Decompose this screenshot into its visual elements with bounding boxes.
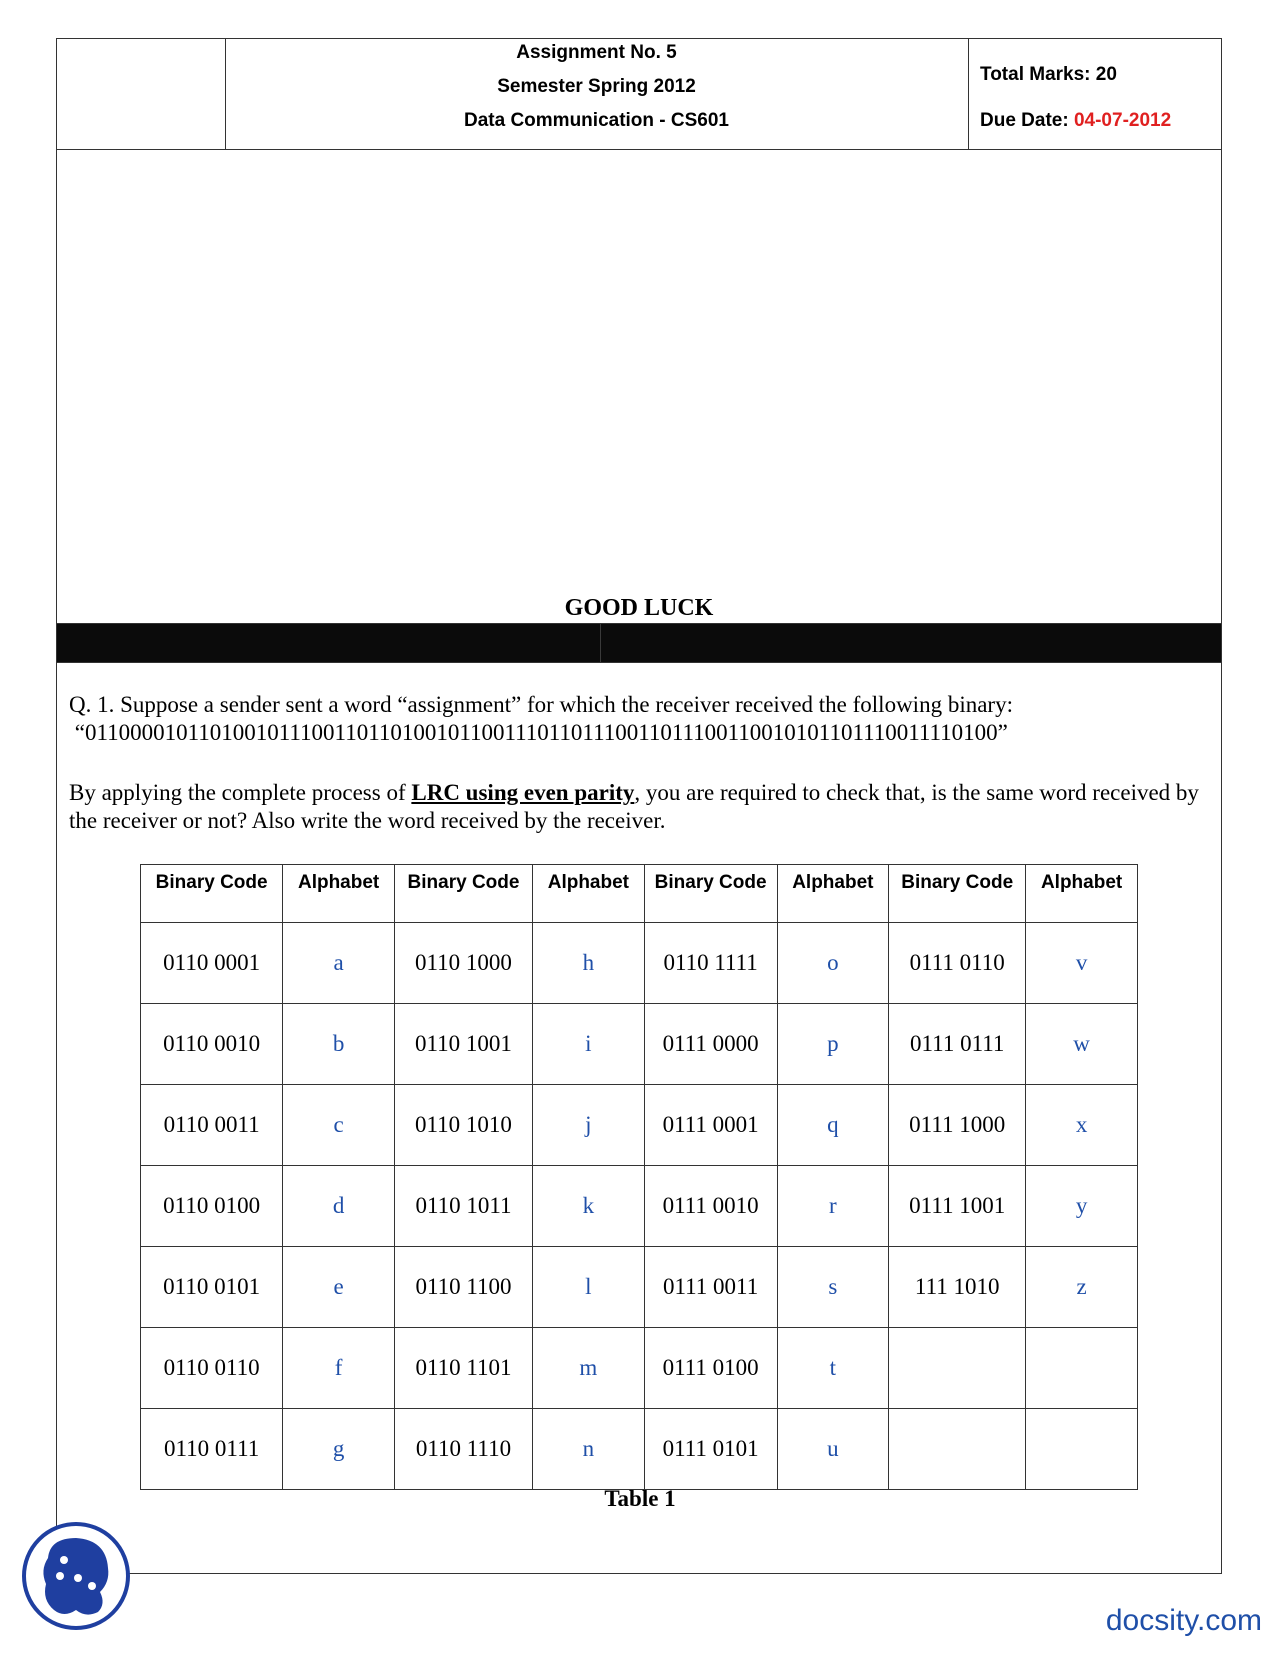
alphabet-cell: h <box>533 923 645 1004</box>
received-binary: “011000010110100101110011011010010110011101101110011011100110010101101110011110100” <box>69 720 1008 745</box>
column-header: Alphabet <box>533 865 645 923</box>
binary-code-cell: 0111 0110 <box>889 923 1026 1004</box>
binary-code-cell: 0110 1110 <box>394 1409 532 1490</box>
binary-code-cell: 0111 0100 <box>644 1328 777 1409</box>
binary-code-cell: 0111 0001 <box>644 1085 777 1166</box>
table-row <box>141 1328 1138 1409</box>
instruction-pre: By applying the complete process of <box>69 780 412 805</box>
binary-code-cell: 0111 0010 <box>644 1166 777 1247</box>
binary-code-cell: 0110 1001 <box>394 1004 532 1085</box>
alphabet-cell: q <box>777 1085 889 1166</box>
binary-code-cell: 0111 1001 <box>889 1166 1026 1247</box>
binary-code-cell: 111 1010 <box>889 1247 1026 1328</box>
question-line-1: Q. 1. Suppose a sender sent a word “assignment” for which the receiver received the following binary: <box>69 692 1013 717</box>
binary-code-cell <box>889 1328 1026 1409</box>
binary-code-table <box>140 864 1138 1490</box>
column-header: Alphabet <box>283 865 395 923</box>
binary-code-cell: 0111 0101 <box>644 1409 777 1490</box>
binary-code-cell: 0110 1010 <box>394 1085 532 1166</box>
binary-code-cell: 0110 0111 <box>141 1409 283 1490</box>
due-date-value: 04-07-2012 <box>1073 110 1172 131</box>
binary-code-cell: 0110 1100 <box>394 1247 532 1328</box>
alphabet-cell: w <box>1026 1004 1138 1085</box>
column-header: Binary Code <box>889 865 1026 923</box>
due-date <box>980 110 1171 132</box>
binary-code-cell: 0110 0001 <box>141 923 283 1004</box>
alphabet-cell: x <box>1026 1085 1138 1166</box>
good-luck: GOOD LUCK <box>564 595 714 621</box>
alphabet-cell: u <box>777 1409 889 1490</box>
alphabet-cell: t <box>777 1328 889 1409</box>
binary-code-cell: 0110 0100 <box>141 1166 283 1247</box>
column-header: Alphabet <box>1026 865 1138 923</box>
alphabet-cell: b <box>283 1004 395 1085</box>
instruction-post: , you are required to check that, is the same word received by the receiver or not? Also write the word received by the receiver. <box>69 780 1199 833</box>
binary-code-cell: 0110 1101 <box>394 1328 532 1409</box>
binary-code-cell: 0111 0111 <box>889 1004 1026 1085</box>
alphabet-cell: a <box>283 923 395 1004</box>
header-logo-cell <box>57 39 226 149</box>
instruction-emphasis: LRC using even parity <box>411 780 635 805</box>
table-header-row <box>141 865 1138 923</box>
alphabet-cell: z <box>1026 1247 1138 1328</box>
docsity-logo-icon[interactable] <box>20 1520 132 1632</box>
alphabet-cell: r <box>777 1166 889 1247</box>
alphabet-cell: y <box>1026 1166 1138 1247</box>
alphabet-cell: n <box>533 1409 645 1490</box>
black-separator-bar <box>57 623 1221 663</box>
binary-code-cell: 0110 1000 <box>394 923 532 1004</box>
binary-code-cell: 0111 0000 <box>644 1004 777 1085</box>
column-header: Binary Code <box>141 865 283 923</box>
alphabet-cell: f <box>283 1328 395 1409</box>
header-table <box>57 39 1221 150</box>
assignment-number: Assignment No. 5 <box>516 42 677 63</box>
alphabet-cell: g <box>283 1409 395 1490</box>
alphabet-cell: c <box>283 1085 395 1166</box>
alphabet-cell: s <box>777 1247 889 1328</box>
header-marks-cell <box>968 39 1221 149</box>
table-row <box>141 1166 1138 1247</box>
docsity-site-link[interactable]: docsity.com <box>1105 1604 1262 1637</box>
binary-code-cell: 0111 1000 <box>889 1085 1026 1166</box>
binary-code-cell: 0110 0101 <box>141 1247 283 1328</box>
due-date-label: Due Date: <box>980 110 1074 131</box>
binary-code-cell: 0110 0010 <box>141 1004 283 1085</box>
alphabet-cell: v <box>1026 923 1138 1004</box>
table-caption: Table 1 <box>604 1486 676 1511</box>
bar-divider <box>600 624 601 662</box>
table-row <box>141 1247 1138 1328</box>
total-marks: Total Marks: 20 <box>980 64 1117 85</box>
column-header: Binary Code <box>394 865 532 923</box>
binary-code-cell: 0110 1111 <box>644 923 777 1004</box>
table-row <box>141 1085 1138 1166</box>
alphabet-cell: l <box>533 1247 645 1328</box>
alphabet-cell: d <box>283 1166 395 1247</box>
question-instruction <box>69 779 1209 835</box>
alphabet-cell: e <box>283 1247 395 1328</box>
column-header: Alphabet <box>777 865 889 923</box>
binary-code-cell: 0110 1011 <box>394 1166 532 1247</box>
semester: Semester Spring 2012 <box>497 76 696 97</box>
table-row <box>141 1409 1138 1490</box>
column-header: Binary Code <box>644 865 777 923</box>
binary-code-cell <box>889 1409 1026 1490</box>
binary-code-cell: 0110 0110 <box>141 1328 283 1409</box>
table-row <box>141 923 1138 1004</box>
alphabet-cell <box>1026 1409 1138 1490</box>
alphabet-cell: k <box>533 1166 645 1247</box>
alphabet-cell: o <box>777 923 889 1004</box>
binary-code-cell: 0110 0011 <box>141 1085 283 1166</box>
course-title: Data Communication - CS601 <box>464 110 729 131</box>
alphabet-cell: j <box>533 1085 645 1166</box>
question-text <box>69 691 1209 747</box>
alphabet-cell <box>1026 1328 1138 1409</box>
alphabet-cell: m <box>533 1328 645 1409</box>
alphabet-cell: p <box>777 1004 889 1085</box>
table-row <box>141 1004 1138 1085</box>
header-title-cell <box>225 39 969 149</box>
alphabet-cell: i <box>533 1004 645 1085</box>
binary-code-cell: 0111 0011 <box>644 1247 777 1328</box>
